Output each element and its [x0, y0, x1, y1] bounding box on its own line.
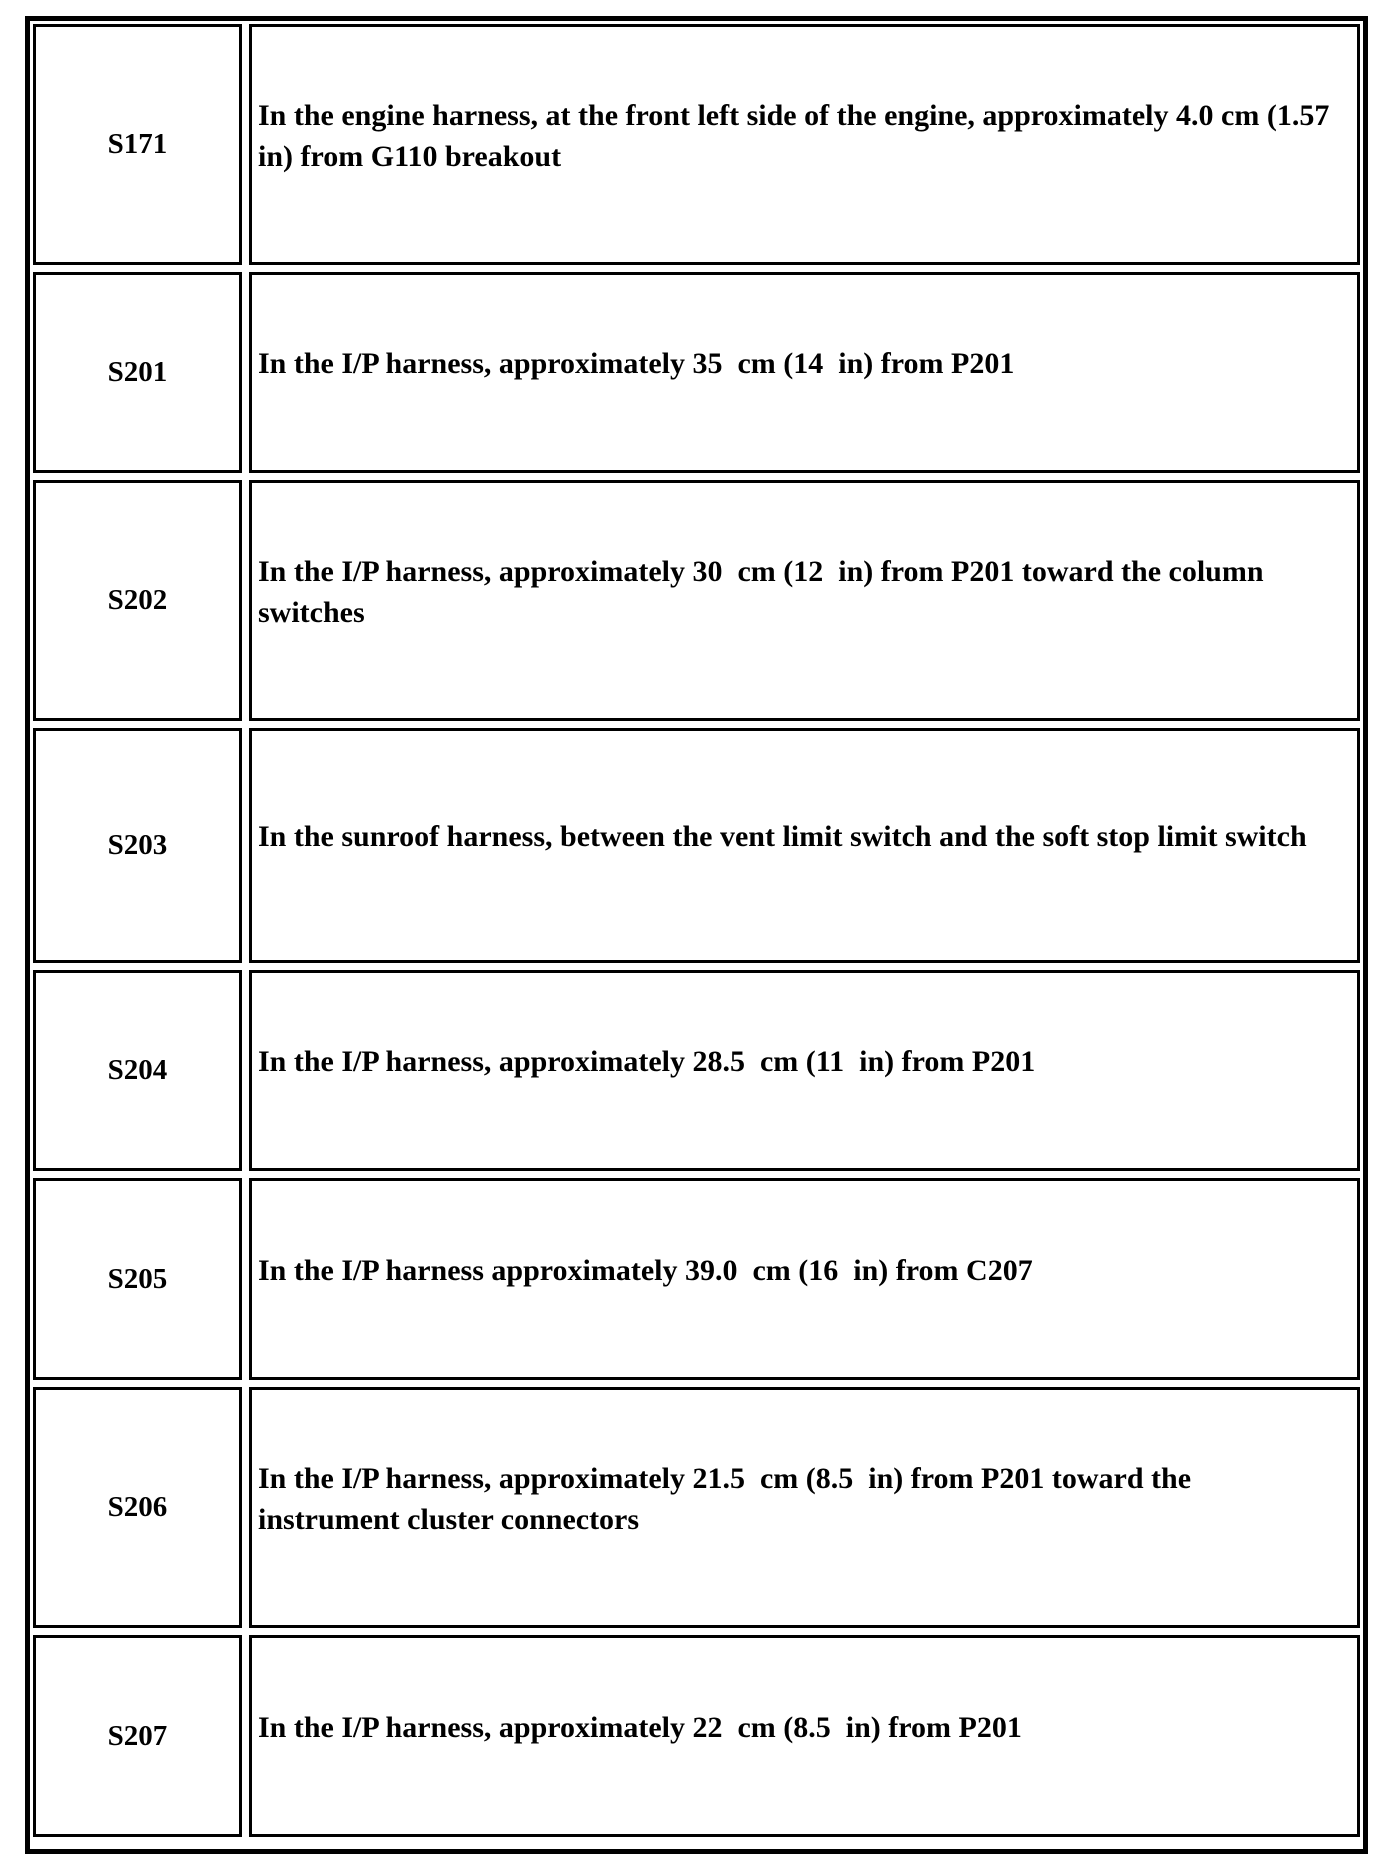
splice-location-cell: In the I/P harness, approximately 28.5 cm (11 in) from P201	[249, 970, 1360, 1171]
table-row	[33, 970, 1360, 1171]
splice-location-cell: In the sunroof harness, between the vent limit switch and the soft stop limit switch	[249, 728, 1360, 963]
splice-location-cell: In the engine harness, at the front left side of the engine, approximately 4.0 cm (1.57 in) from G110 breakout	[249, 24, 1360, 265]
splice-id-cell: S205	[33, 1178, 242, 1380]
table-row	[33, 1178, 1360, 1380]
splice-id-cell: S206	[33, 1387, 242, 1628]
splice-id-cell: S204	[33, 970, 242, 1171]
table-row	[33, 1635, 1360, 1837]
splice-id-cell: S201	[33, 272, 242, 473]
table-row	[33, 728, 1360, 963]
splice-location-cell: In the I/P harness, approximately 21.5 cm (8.5 in) from P201 toward the instrument cluster connectors	[249, 1387, 1360, 1628]
splice-location-cell: In the I/P harness approximately 39.0 cm (16 in) from C207	[249, 1178, 1360, 1380]
table-row	[33, 272, 1360, 473]
splice-id-cell: S203	[33, 728, 242, 963]
splice-id-cell: S207	[33, 1635, 242, 1837]
table-row	[33, 1387, 1360, 1628]
splice-location-cell: In the I/P harness, approximately 22 cm (8.5 in) from P201	[249, 1635, 1360, 1837]
table-row	[33, 24, 1360, 265]
splice-location-cell: In the I/P harness, approximately 35 cm (14 in) from P201	[249, 272, 1360, 473]
splice-location-cell: In the I/P harness, approximately 30 cm (12 in) from P201 toward the column switches	[249, 480, 1360, 721]
splice-id-cell: S171	[33, 24, 242, 265]
table-row	[33, 480, 1360, 721]
splice-location-table	[25, 16, 1368, 1854]
splice-id-cell: S202	[33, 480, 242, 721]
